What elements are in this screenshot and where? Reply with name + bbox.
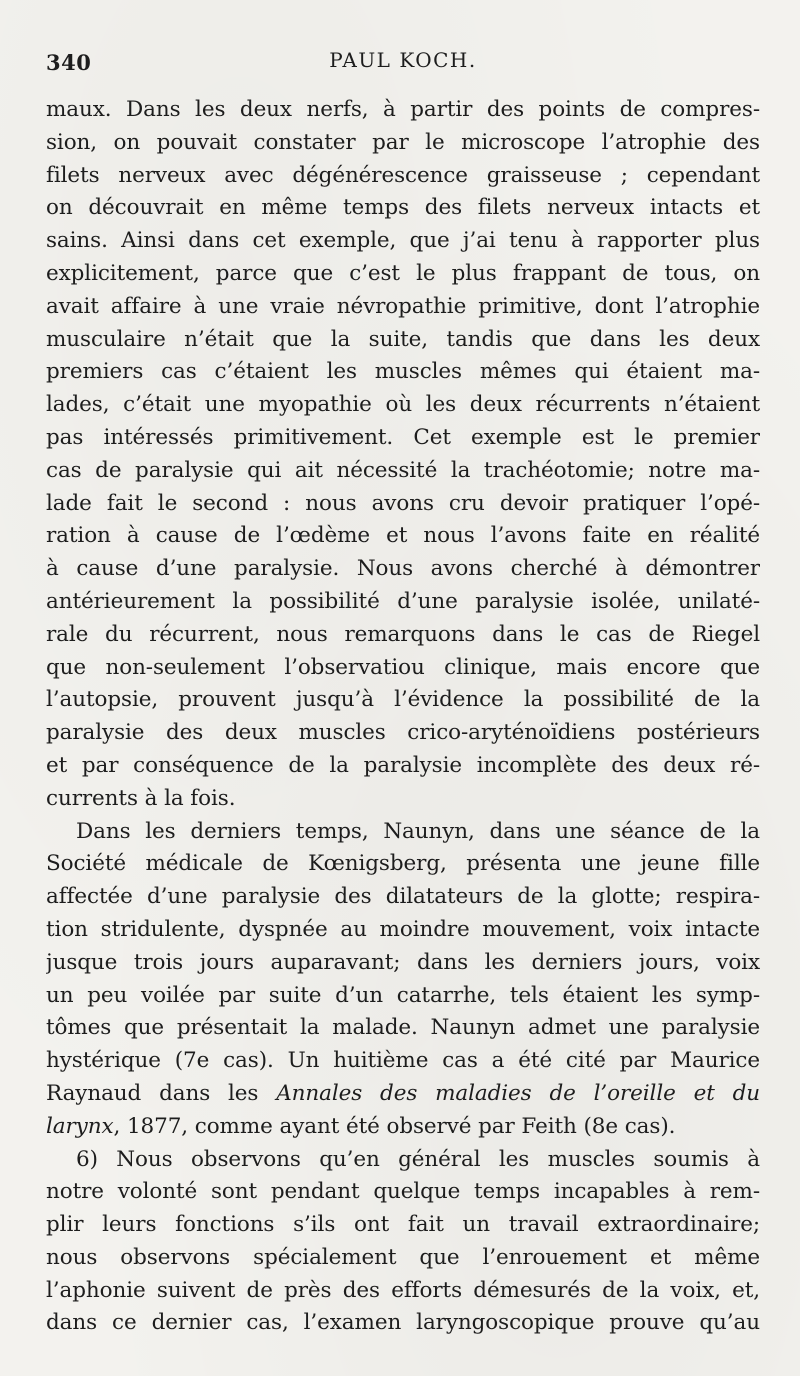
text-line: lade fait le second : nous avons cru devoir pratiquer l’opé- [46, 490, 760, 516]
text-line: l’aphonie suivent de près des efforts démesurés de la voix, et, [46, 1277, 760, 1303]
paragraph-2 [46, 816, 760, 1144]
italic-title: larynx [46, 1113, 114, 1139]
text-line: l’autopsie, prouvent jusqu’à l’évidence la possibilité de la [46, 687, 760, 713]
text-line: filets nerveux avec dégénérescence graisseuse ; cependant [46, 162, 760, 188]
text-line: tômes que présentait la malade. Naunyn admet une paralysie [46, 1015, 760, 1041]
text-line: Société médicale de Kœnigsberg, présenta une jeune fille [46, 851, 760, 877]
text-line: tion stridulente, dyspnée au moindre mouvement, voix intacte [46, 916, 760, 942]
text-line: ration à cause de l’œdème et nous l’avons faite en réalité [46, 523, 760, 549]
text-run: Raynaud dans les [46, 1080, 277, 1106]
text-line: antérieurement la possibilité d’une paralysie isolée, unilaté- [46, 588, 760, 614]
italic-title: Annales des maladies de l’oreille et du [276, 1080, 760, 1106]
text-line: paralysie des deux muscles crico-aryténoïdiens postérieurs [46, 720, 760, 746]
text-line: avait affaire à une vraie névropathie primitive, dont l’atrophie [46, 293, 760, 319]
paragraph-3 [46, 1144, 760, 1341]
body-text [46, 94, 760, 1340]
text-line: pas intéressés primitivement. Cet exemple est le premier [46, 424, 760, 450]
text-line: 6) Nous observons qu’en général les muscles soumis à [76, 1146, 760, 1172]
paragraph-1 [46, 94, 760, 816]
text-line: musculaire n’était que la suite, tandis que dans les deux [46, 326, 760, 352]
text-line: lades, c’était une myopathie où les deux récurrents n’étaient [46, 392, 760, 418]
text-line: que non-seulement l’observatiou clinique, mais encore que [46, 654, 760, 680]
text-line [46, 1078, 760, 1111]
text-line: rale du récurrent, nous remarquons dans le cas de Riegel [46, 621, 760, 647]
text-line: nous observons spécialement que l’enrouement et même [46, 1244, 760, 1270]
text-line: à cause d’une paralysie. Nous avons cherché à démontrer [46, 556, 760, 582]
text-line: dans ce dernier cas, l’examen laryngoscopique prouve qu’au [46, 1310, 760, 1336]
text-line: cas de paralysie qui ait nécessité la trachéotomie; notre ma- [46, 457, 760, 483]
text-line: plir leurs fonctions s’ils ont fait un travail extraordinaire; [46, 1212, 760, 1238]
text-line: sains. Ainsi dans cet exemple, que j’ai tenu à rapporter plus [46, 228, 760, 254]
text-line: on découvrait en même temps des filets nerveux intacts et [46, 195, 760, 221]
text-line: hystérique (7e cas). Un huitième cas a été cité par Maurice [46, 1048, 760, 1074]
text-line: affectée d’une paralysie des dilatateurs de la glotte; respira- [46, 884, 760, 910]
text-line: sion, on pouvait constater par le microscope l’atrophie des [46, 129, 760, 155]
text-line: Dans les derniers temps, Naunyn, dans une séance de la [76, 818, 760, 844]
text-line: jusque trois jours auparavant; dans les derniers jours, voix [46, 949, 760, 975]
text-line: et par conséquence de la paralysie incomplète des deux ré- [46, 752, 760, 778]
page-header [46, 42, 760, 78]
text-line: un peu voilée par suite d’un catarrhe, tels étaient les symp- [46, 982, 760, 1008]
text-run: , 1877, comme ayant été observé par Feith (8e cas). [113, 1113, 676, 1139]
text-line: maux. Dans les deux nerfs, à partir des points de compres- [46, 97, 760, 122]
running-head: PAUL KOCH. [329, 48, 477, 72]
text-line: notre volonté sont pendant quelque temps incapables à rem- [46, 1179, 760, 1205]
text-line: premiers cas c’étaient les muscles mêmes qui étaient ma- [46, 359, 760, 385]
text-line: explicitement, parce que c’est le plus frappant de tous, on [46, 260, 760, 286]
page-number: 340 [46, 50, 92, 75]
text-line: currents à la fois. [46, 785, 236, 811]
text-line [46, 1111, 760, 1144]
